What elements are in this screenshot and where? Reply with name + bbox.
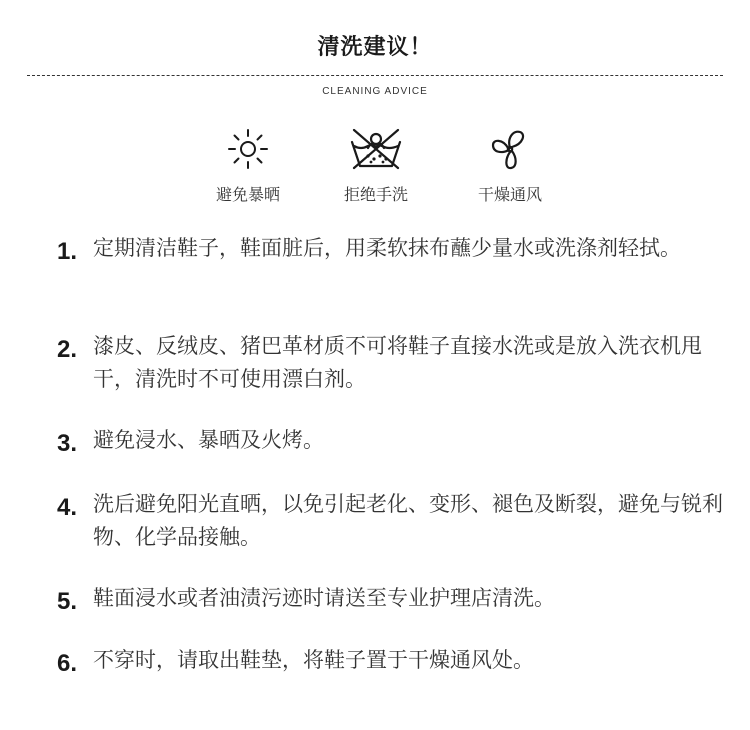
item-text: 不穿时，请取出鞋垫，将鞋子置于干燥通风处。 <box>93 648 534 672</box>
page-title: 清洗建议！ <box>317 35 433 60</box>
fan-icon <box>487 126 533 172</box>
sun-icon-label: 避免暴晒 <box>215 185 280 204</box>
item-text: 漆皮、反绒皮、猪巴革材质不可将鞋子直接水洗或是放入洗衣机甩干，清洗时不可使用漂白剂。 <box>93 334 702 391</box>
item-number: 6. <box>57 650 78 677</box>
item-number: 1. <box>57 238 78 265</box>
no-handwash-icon-label: 拒绝手洗 <box>343 185 408 204</box>
item-text: 定期清洁鞋子，鞋面脏后，用柔软抹布蘸少量水或洗涤剂轻拭。 <box>93 236 681 260</box>
item-number: 3. <box>57 430 78 457</box>
dashed-divider <box>27 75 723 76</box>
item-number: 2. <box>57 336 78 363</box>
item-number: 4. <box>57 494 78 521</box>
item-number: 5. <box>57 588 78 615</box>
sun-icon <box>225 126 271 172</box>
no-handwash-icon <box>346 126 406 172</box>
item-text: 避免浸水、暴晒及火烤。 <box>93 428 324 452</box>
care-icons-row <box>0 126 750 206</box>
care-icon-item <box>321 126 431 205</box>
care-icon-item <box>455 126 565 205</box>
item-text: 洗后避免阳光直晒，以免引起老化、变形、褪色及断裂，避免与锐利物、化学品接触。 <box>93 492 723 549</box>
page-subtitle: CLEANING ADVICE <box>322 86 428 97</box>
care-icon-item <box>193 126 303 205</box>
item-text: 鞋面浸水或者油渍污迹时请送至专业护理店清洗。 <box>93 586 555 610</box>
fan-icon-label: 干燥通风 <box>477 185 542 204</box>
